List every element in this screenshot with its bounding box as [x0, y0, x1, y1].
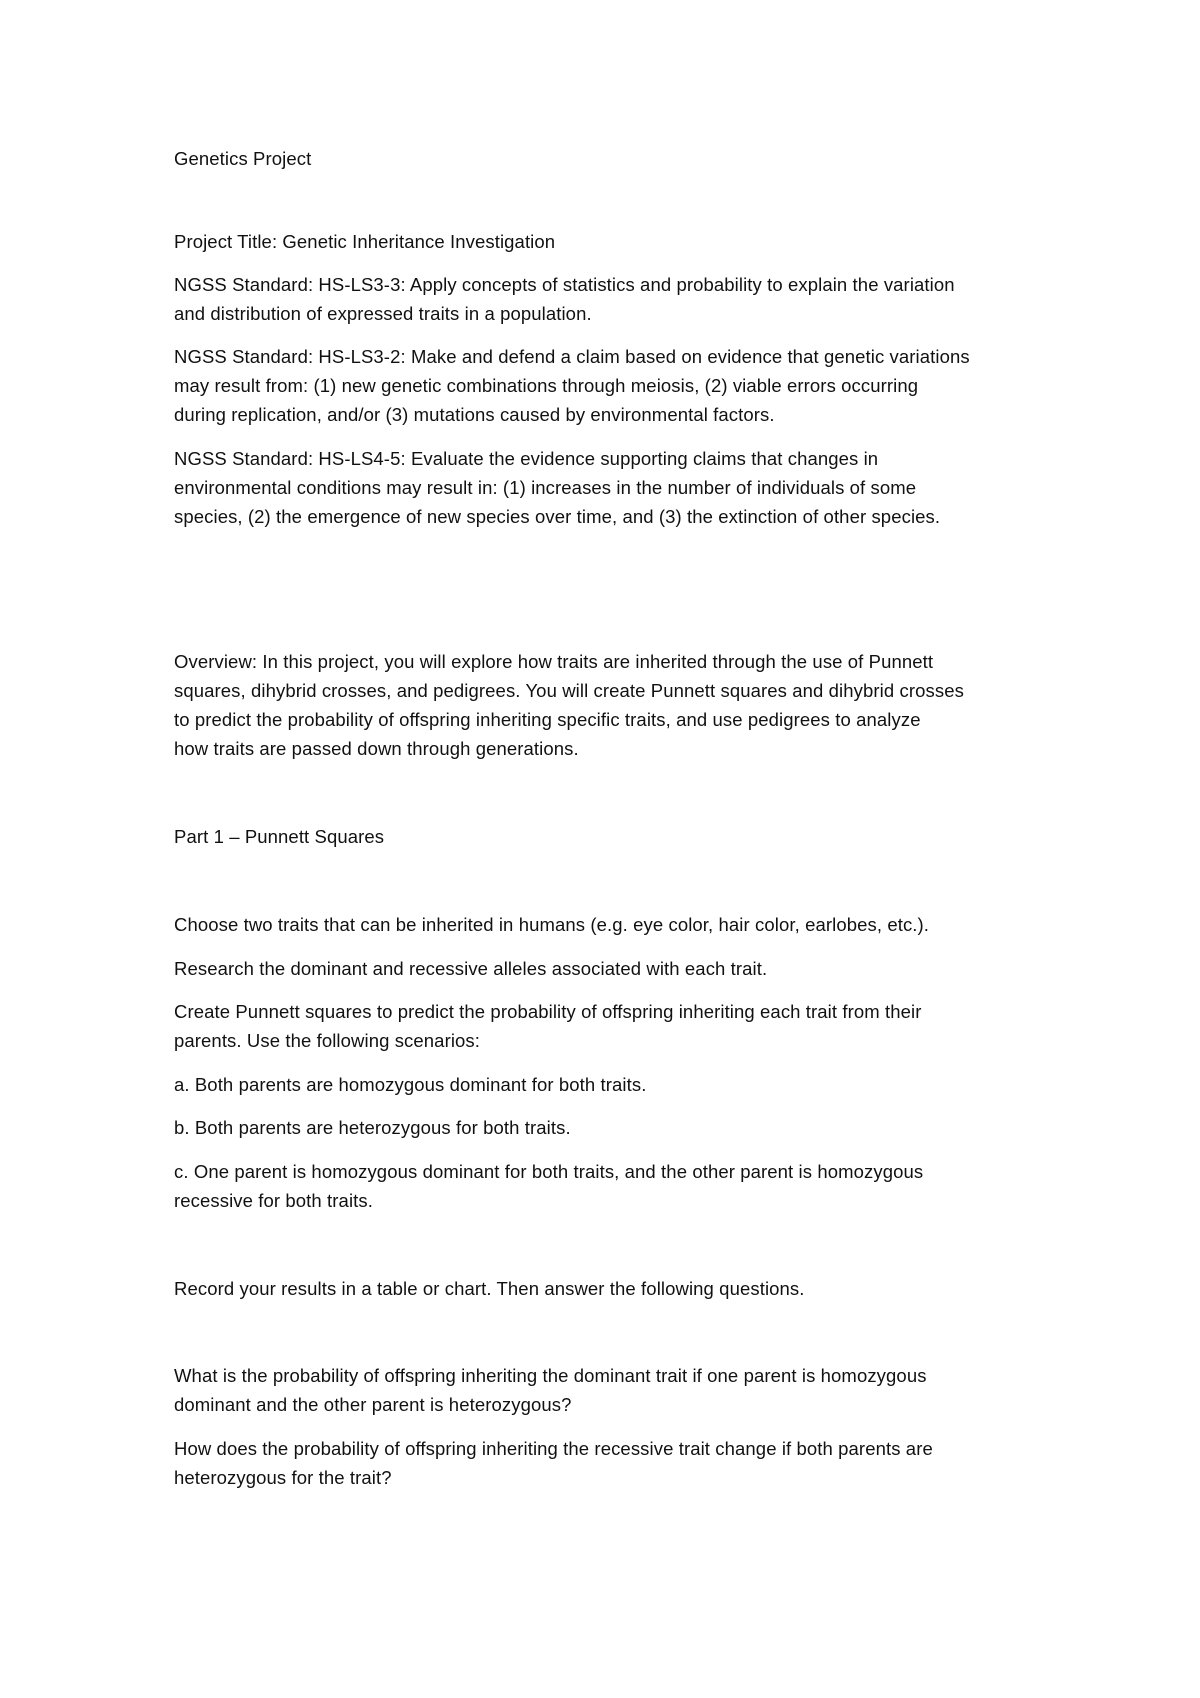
record-results-instruction: Record your results in a table or chart. Then answer the following questions. — [174, 1278, 805, 1299]
overview-line-2: squares, dihybrid crosses, and pedigrees. You will create Punnett squares and dihybrid crosses — [174, 680, 964, 701]
part1-step-3-line-1: Create Punnett squares to predict the probability of offspring inheriting each trait from their — [174, 1001, 922, 1022]
overview-line-4: how traits are passed down through generations. — [174, 738, 579, 759]
standard-3-line-1: NGSS Standard: HS-LS4-5: Evaluate the evidence supporting claims that changes in — [174, 448, 879, 469]
scenario-a: a. Both parents are homozygous dominant for both traits. — [174, 1074, 647, 1095]
question-2-line-1: How does the probability of offspring inheriting the recessive trait change if both parents are — [174, 1438, 933, 1459]
question-2-line-2: heterozygous for the trait? — [174, 1467, 392, 1488]
standard-1-line-1: NGSS Standard: HS-LS3-3: Apply concepts of statistics and probability to explain the variation — [174, 274, 955, 295]
project-title: Project Title: Genetic Inheritance Investigation — [174, 231, 556, 252]
part1-heading: Part 1 – Punnett Squares — [174, 826, 385, 847]
scenario-b: b. Both parents are heterozygous for both traits. — [174, 1117, 571, 1138]
standard-3-line-3: species, (2) the emergence of new species over time, and (3) the extinction of other species. — [174, 506, 941, 527]
standard-2-line-2: may result from: (1) new genetic combinations through meiosis, (2) viable errors occurring — [174, 375, 919, 396]
scenario-c-line-1: c. One parent is homozygous dominant for both traits, and the other parent is homozygous — [174, 1161, 924, 1182]
question-1-line-2: dominant and the other parent is heterozygous? — [174, 1394, 572, 1415]
document-heading: Genetics Project — [174, 148, 312, 169]
standard-2-line-3: during replication, and/or (3) mutations caused by environmental factors. — [174, 404, 775, 425]
standard-2-line-1: NGSS Standard: HS-LS3-2: Make and defend a claim based on evidence that genetic variations — [174, 346, 970, 367]
part1-step-3-line-2: parents. Use the following scenarios: — [174, 1030, 481, 1051]
part1-step-1: Choose two traits that can be inherited in humans (e.g. eye color, hair color, earlobes, etc.). — [174, 914, 930, 935]
overview-line-3: to predict the probability of offspring inheriting specific traits, and use pedigrees to analyze — [174, 709, 921, 730]
part1-step-2: Research the dominant and recessive alleles associated with each trait. — [174, 958, 768, 979]
overview-line-1: Overview: In this project, you will explore how traits are inherited through the use of Punnett — [174, 651, 934, 672]
scenario-c-line-2: recessive for both traits. — [174, 1190, 373, 1211]
standard-1-line-2: and distribution of expressed traits in a population. — [174, 303, 592, 324]
question-1-line-1: What is the probability of offspring inheriting the dominant trait if one parent is homozygous — [174, 1365, 927, 1386]
standard-3-line-2: environmental conditions may result in: (1) increases in the number of individuals of some — [174, 477, 917, 498]
